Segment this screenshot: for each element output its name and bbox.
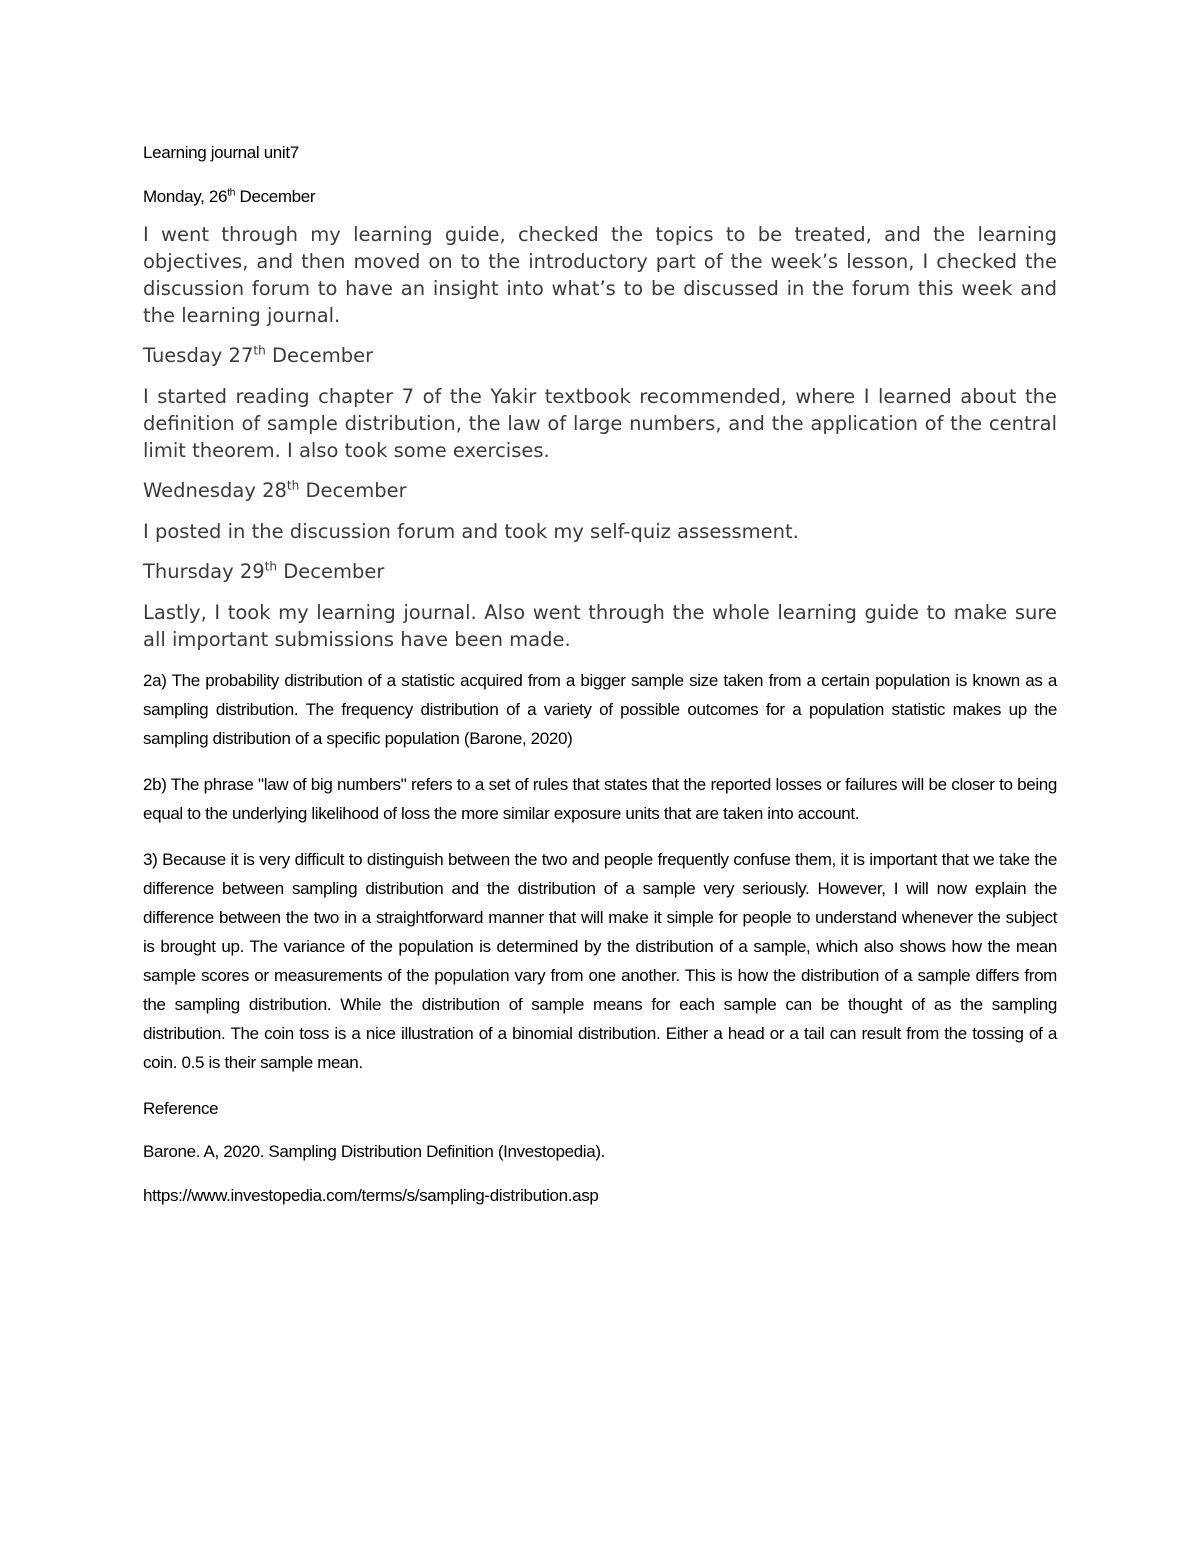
answer-text: The phrase "law of big numbers" refers to a set of rules that states that the reported losses or failures will be closer to being equal to the underlying likelihood of loss the more similar exposure units that are taken into account. bbox=[143, 775, 1057, 823]
reference-citation: Barone. A, 2020. Sampling Distribution Definition (Investopedia). bbox=[143, 1142, 606, 1161]
entry-text-wednesday: I posted in the discussion forum and took my self-quiz assessment. bbox=[143, 520, 799, 543]
answer-text: Because it is very difficult to distinguish between the two and people frequently confuse them, it is important that we take the difference between sampling distribution and the distribution of a sample very seriously. However, I will now explain the difference between the two in a straightforward manner that will make it simple for people to understand whenever the subject is brought up. The variance of the population is determined by the distribution of a sample, which also shows how the mean sample scores or measurements of the population vary from one another. This is how the distribution of a sample differs from the sampling distribution. While the distribution of sample means for each sample can be thought of as the sampling distribution. The coin toss is a nice illustration of a binomial distribution. Either a head or a tail can result from the tossing of a coin. 0.5 is their sample mean. bbox=[143, 850, 1058, 1072]
reference-heading: Reference bbox=[143, 1099, 219, 1118]
entry-day-wednesday: Wednesday 28th December bbox=[143, 478, 407, 502]
entry-text-thursday: Lastly, I took my learning journal. Also went through the whole learning guide to make sure all important submissions have been made. bbox=[143, 601, 1057, 651]
journal-title: Learning journal unit7 bbox=[143, 143, 299, 162]
document-page bbox=[143, 138, 1057, 1225]
answer-2b bbox=[143, 770, 1057, 828]
answer-label: 2b) bbox=[143, 775, 167, 794]
answer-3 bbox=[143, 845, 1057, 1077]
reference-url: https://www.investopedia.com/terms/s/sampling-distribution.asp bbox=[143, 1186, 599, 1205]
answer-label: 2a) bbox=[143, 671, 167, 690]
entry-day-monday: Monday, 26th December bbox=[143, 186, 316, 206]
entry-text-monday: I went through my learning guide, checked the topics to be treated, and the learning objectives, and then moved on to the introductory part of the week’s lesson, I checked the discussion forum to have an insight into what’s to be discussed in the forum this week and the learning journal. bbox=[143, 223, 1057, 327]
answer-label: 3) bbox=[143, 850, 158, 869]
entry-day-thursday: Thursday 29th December bbox=[143, 559, 385, 583]
answer-2a bbox=[143, 666, 1057, 753]
entry-text-tuesday: I started reading chapter 7 of the Yakir textbook recommended, where I learned about the definition of sample distribution, the law of large numbers, and the application of the central limit theorem. I also took some exercises. bbox=[143, 385, 1057, 462]
answer-text: The probability distribution of a statistic acquired from a bigger sample size taken from a certain population is known as a sampling distribution. The frequency distribution of a variety of possible outcomes for a population statistic makes up the sampling distribution of a specific population (Barone, 2020) bbox=[143, 671, 1057, 748]
entry-day-tuesday: Tuesday 27th December bbox=[143, 343, 374, 367]
